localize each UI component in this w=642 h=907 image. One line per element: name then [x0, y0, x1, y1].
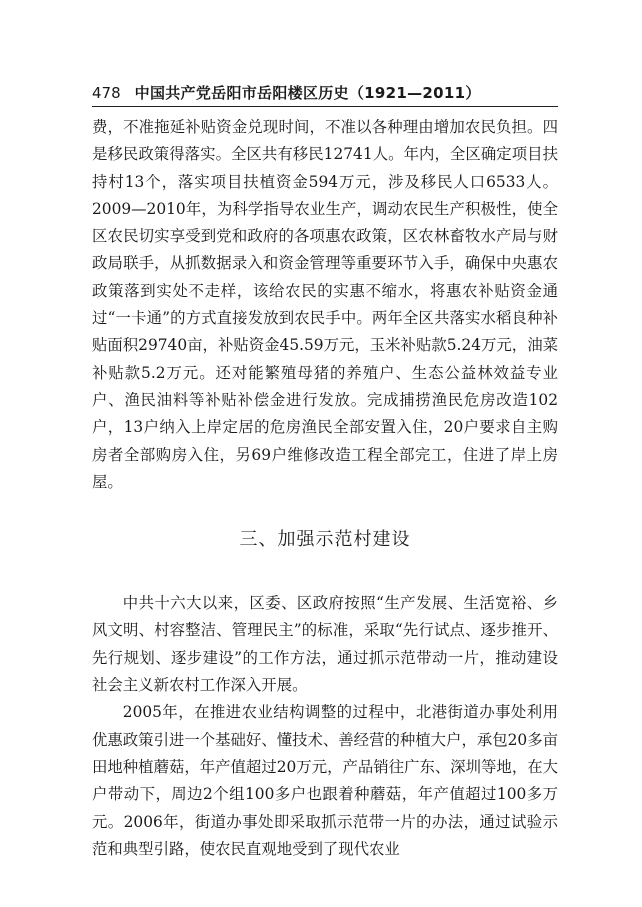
body-paragraph: 费，不准拖延补贴资金兑现时间，不准以各种理由增加农民负担。四是移民政策得落实。全区共有移民12741人。年内，全区确定项目扶持村13个，落实项目扶植资金594万元，涉及移民人口6533人。2009—2010年，为科学指导农业生产，调动农民生产积极性，使全区农民切实享受到党和政府的各项惠农政策，区农林畜牧水产局与财政局联手，从抓数据录入和资金管理等重要环节入手，确保中央惠农政策落到实处不走样，该给农民的实惠不缩水，将惠农补贴资金通过“一卡通”的方式直接发放到农民手中。两年全区共落实水稻良种补贴面积29740亩，补贴资金45.59万元，玉米补贴款5.24万元，油菜补贴款5.2万元。还对能繁殖母猪的养殖户、生态公益林效益专业户、渔民油料等补贴补偿金进行发放。完成捕捞渔民危房改造102户，13户纳入上岸定居的危房渔民全部安置入住，20户要求自主购房者全部购房入住，另69户维修改造工程全部完工，住进了岸上房屋。: [92, 118, 558, 491]
body-paragraph: 2005年，在推进农业结构调整的过程中，北港街道办事处利用优惠政策引进一个基础好、懂技术、善经营的种植大户，承包20多亩田地种植蘑菇，年产值超过20万元，产品销往广东、深圳等地，在大户带动下，周边2个组100多户也跟着种蘑菇，年产值超过100多万元。2006年，街道办事处即采取抓示范带一片的办法，通过试验示范和典型引路，使农民直观地受到了现代农业: [92, 703, 558, 858]
page-body: [92, 114, 558, 863]
section-heading: 三、加强示范村建设: [239, 529, 411, 551]
body-paragraph: 中共十六大以来，区委、区政府按照“生产发展、生活宽裕、乡风文明、村容整洁、管理民主”的标准，采取“先行试点、逐步推开、先行规划、逐步建设”的工作方法，通过抓示范带动一片，推动建设社会主义新农村工作深入开展。: [92, 594, 558, 695]
page-number: 478: [92, 84, 121, 102]
running-title: 中国共产党岳阳市岳阳楼区历史（1921—2011）: [134, 84, 481, 102]
header-rule: [92, 106, 558, 107]
page-header: [92, 80, 552, 106]
